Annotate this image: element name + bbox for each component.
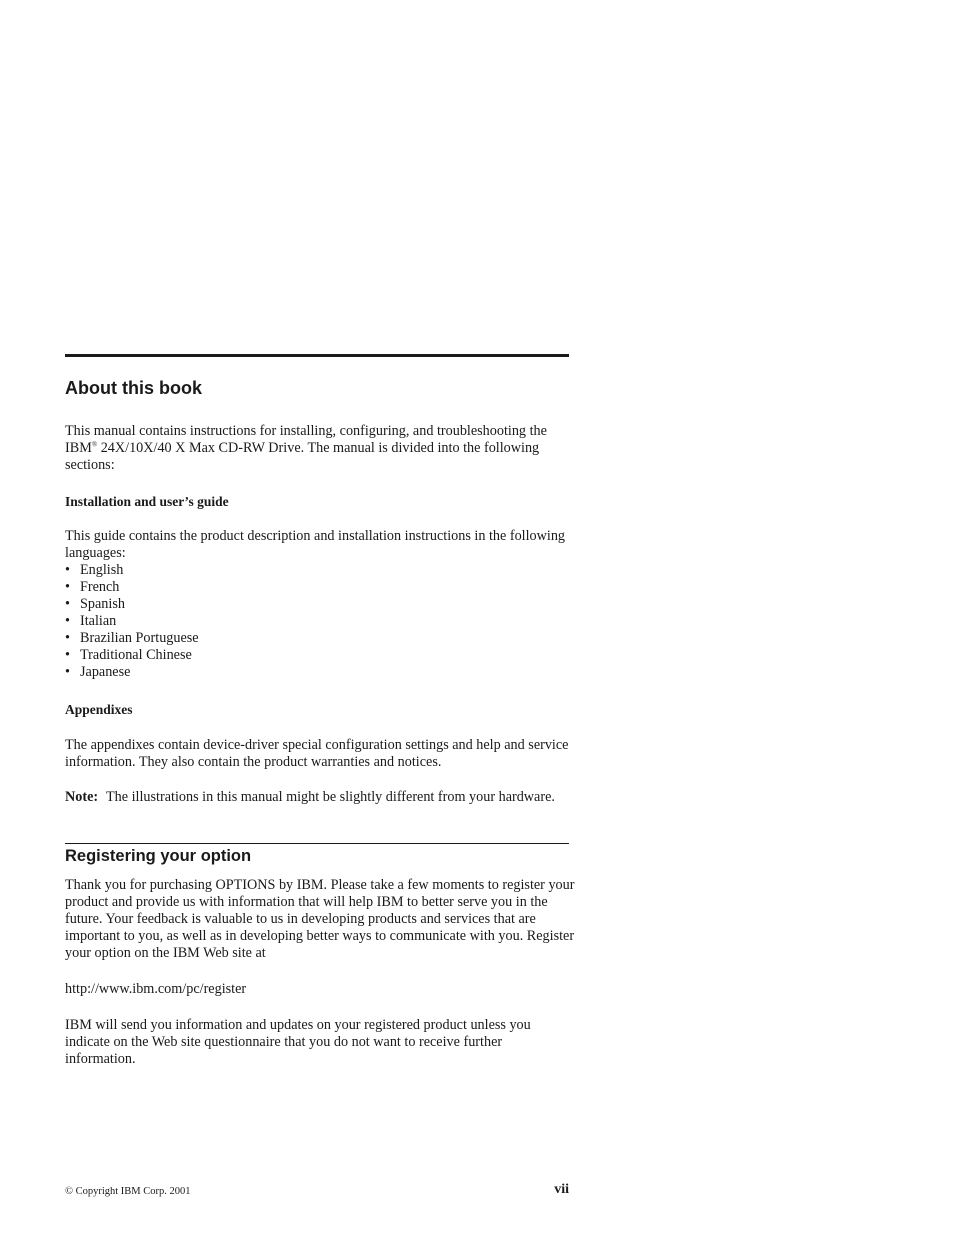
note-block <box>65 789 569 806</box>
chapter-title: About this book <box>65 378 202 398</box>
guide-heading: Installation and user’s guide <box>65 494 229 509</box>
list-item <box>65 579 199 596</box>
bullet-icon: • <box>65 579 70 595</box>
note-text: The illustrations in this manual might be slightly different from your hardware. <box>106 789 555 805</box>
intro-paragraph <box>65 423 575 474</box>
appendixes-heading: Appendixes <box>65 702 133 717</box>
intro-text-part2: 24X/10X/40 X Max CD-RW Drive. The manual is divided into the following sections: <box>65 440 540 473</box>
section-title: Registering your option <box>65 847 252 865</box>
language-label: English <box>80 562 124 578</box>
guide-paragraph: This guide contains the product description and installation instructions in the following languages: <box>65 528 566 561</box>
note-label: Note: <box>65 789 99 805</box>
bullet-icon: • <box>65 664 70 680</box>
bullet-icon: • <box>65 562 70 578</box>
language-label: Japanese <box>80 664 131 680</box>
register-paragraph: Thank you for purchasing OPTIONS by IBM. Please take a few moments to register your product and provide us with information that will help IBM to better serve you in the future. Your feedback is valuable to us in developing products and services that are important to you, as well as in developing better ways to communicate with you. Register your option on the IBM Web site at <box>65 877 575 961</box>
list-item <box>65 596 199 613</box>
language-label: Traditional Chinese <box>80 647 192 663</box>
bullet-icon: • <box>65 596 70 612</box>
list-item <box>65 664 199 681</box>
document-page <box>65 0 575 1235</box>
list-item <box>65 562 199 579</box>
copyright-notice: © Copyright IBM Corp. 2001 <box>65 1186 191 1197</box>
page-number: vii <box>554 1182 569 1197</box>
language-label: Spanish <box>80 596 125 612</box>
language-label: French <box>80 579 120 595</box>
updates-paragraph: IBM will send you information and updates on your registered product unless you indicate on the Web site questionnaire that you do not want to receive further information. <box>65 1017 531 1067</box>
list-item <box>65 613 199 630</box>
bullet-icon: • <box>65 647 70 663</box>
chapter-rule <box>65 354 569 357</box>
list-item <box>65 647 199 664</box>
language-label: Italian <box>80 613 117 629</box>
list-item <box>65 630 199 647</box>
section-rule <box>65 843 569 844</box>
language-list <box>65 562 199 681</box>
bullet-icon: • <box>65 613 70 629</box>
appendixes-paragraph: The appendixes contain device-driver special configuration settings and help and service information. They also contain the product warranties and notices. <box>65 737 569 770</box>
language-label: Brazilian Portuguese <box>80 630 199 646</box>
bullet-icon: • <box>65 630 70 646</box>
register-url: http://www.ibm.com/pc/register <box>65 981 247 997</box>
registered-mark: ® <box>91 440 98 449</box>
intro-text-part1: This manual contains instructions for installing, configuring, and troubleshooting the IBM <box>65 423 547 456</box>
